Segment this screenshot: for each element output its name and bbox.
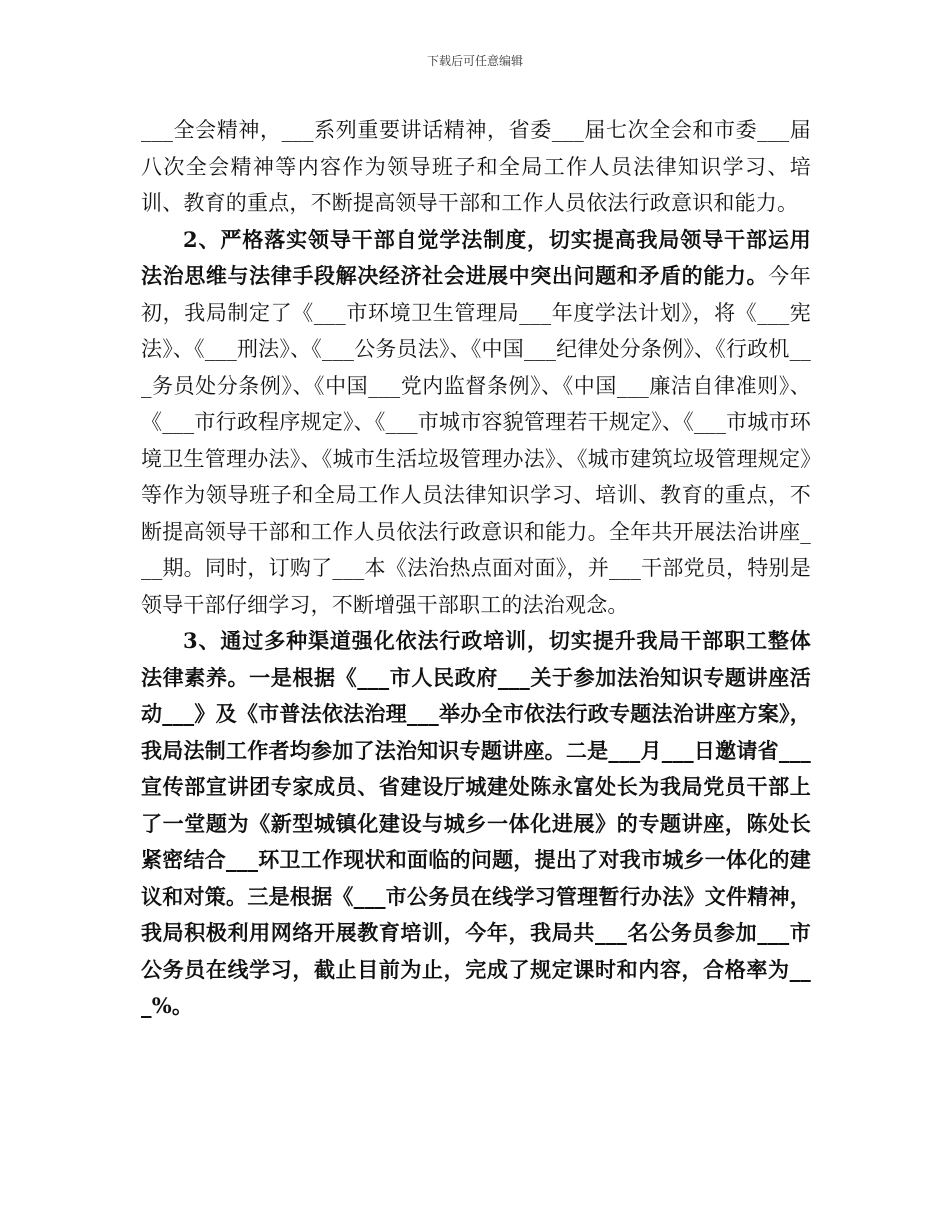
page-header: 下载后可任意编辑 [426, 54, 523, 68]
paragraph-2 [141, 222, 811, 624]
paragraph-1: ___全会精神，___系列重要讲话精神，省委___届七次全会和市委___届八次全会精神等内容作为领导班子和全局工作人员法律知识学习、培训、教育的重点，不断提高领导干部和工作人员依法行政意识和能力。 [141, 118, 811, 215]
paragraph-2-body: 今年初，我局制定了《___市环境卫生管理局___年度学法计划》，将《___宪法》、《___刑法》、《___公务员法》、《中国___纪律处分条例》、《行政机___务员处分条例》、《中国___党内监督条例》、《中国___廉洁自律准则》、《___市行政程序规定》、《___市城市容貌管理若干规定》、《___市城市环境卫生管理办法》、《城市生活垃圾管理办法》、《城市建筑垃圾管理规定》等作为领导班子和全局工作人员法律知识学习、培训、教育的重点，不断提高领导干部和工作人员依法行政意识和能力。全年共开展法治讲座___期。同时，订购了___本《法治热点面对面》，并___干部党员，特别是领导干部仔细学习，不断增强干部职工的法治观念。 [141, 264, 811, 617]
document-body [141, 112, 811, 1025]
paragraph-2-lead: 2、严格落实领导干部自觉学法制度，切实提高我局领导干部运用法治思维与法律手段解决经济社会进展中突出问题和矛盾的能力。 [141, 226, 811, 288]
paragraph-3: 3、通过多种渠道强化依法行政培训，切实提升我局干部职工整体法律素养。一是根据《___市人民政府___关于参加法治知识专题讲座活动___》及《市普法依法治理___举办全市依法行政专题法治讲座方案》，我局法制工作者均参加了法治知识专题讲座。二是___月___日邀请省___宣传部宣讲团专家成员、省建设厅城建处陈永富处长为我局党员干部上了一堂题为《新型城镇化建设与城乡一体化进展》的专题讲座，陈处长紧密结合___环卫工作现状和面临的问题，提出了对我市城乡一体化的建议和对策。三是根据《___市公务员在线学习管理暂行办法》文件精神，我局积极利用网络开展教育培训，今年，我局共___名公务员参加___市公务员在线学习，截止目前为止，完成了规定课时和内容，合格率为___%。 [141, 628, 811, 1018]
